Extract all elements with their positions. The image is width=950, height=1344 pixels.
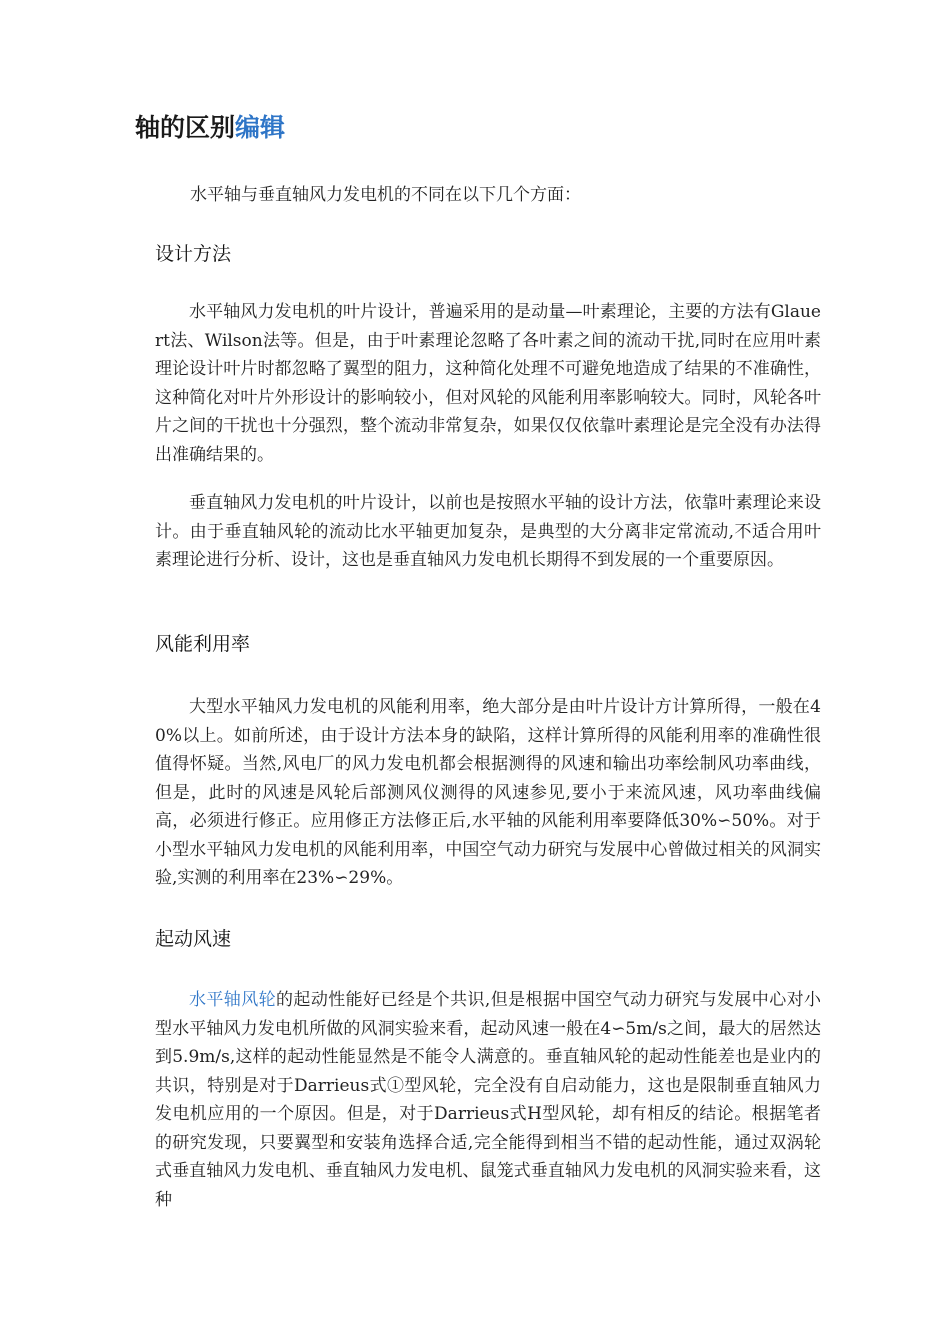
wind-energy-utilization-paragraph: 大型水平轴风力发电机的风能利用率，绝大部分是由叶片设计方计算所得，一般在40%以上。如前所述，由于设计方法本身的缺陷，这样计算所得的风能利用率的准确性很值得怀疑。当然,风电厂的风力发电机都会根据测得的风速和输出功率绘制风功率曲线，但是，此时的风速是风轮后部测风仪测得的风速参见,要小于来流风速，风功率曲线偏高，必须进行修正。应用修正方法修正后,水平轴的风能利用率要降低30%∽50%。对于小型水平轴风力发电机的风能利用率，中国空气动力研究与发展中心曾做过相关的风洞实验,实测的利用率在23%∽29%。: [155, 697, 821, 888]
startup-wind-speed-paragraph: [155, 986, 821, 1214]
title-text: 轴的区别: [135, 113, 236, 142]
section-heading-design-method: 设计方法: [155, 243, 232, 265]
section-heading-wind-energy-utilization: 风能利用率: [155, 633, 251, 655]
design-method-paragraph-2: 垂直轴风力发电机的叶片设计，以前也是按照水平轴的设计方法，依靠叶素理论来设计。由于垂直轴风轮的流动比水平轴更加复杂，是典型的大分离非定常流动,不适合用叶素理论进行分析、设计，这也是垂直轴风力发电机长期得不到发展的一个重要原因。: [155, 493, 821, 570]
design-method-paragraph-1: 水平轴风力发电机的叶片设计，普遍采用的是动量—叶素理论，主要的方法有Glauert法、Wilson法等。但是，由于叶素理论忽略了各叶素之间的流动干扰,同时在应用叶素理论设计叶片时都忽略了翼型的阻力，这种简化处理不可避免地造成了结果的不准确性，这种简化对叶片外形设计的影响较小，但对风轮的风能利用率影响较大。同时，风轮各叶片之间的干扰也十分强烈，整个流动非常复杂，如果仅仅依靠叶素理论是完全没有办法得出准确结果的。: [155, 302, 821, 465]
page-title: [135, 111, 285, 145]
intro-text: 水平轴与垂直轴风力发电机的不同在以下几个方面：: [190, 185, 581, 205]
horizontal-axis-rotor-link[interactable]: 水平轴风轮: [189, 990, 277, 1010]
section-heading-startup-wind-speed: 起动风速: [155, 928, 232, 950]
edit-link[interactable]: 编辑: [235, 113, 286, 142]
startup-wind-speed-text: 的起动性能好已经是个共识,但是根据中国空气动力研究与发展中心对小型水平轴风力发电机所做的风洞实验来看，起动风速一般在4∽5m/s之间，最大的居然达到5.9m/s,这样的起动性能显然是不能令人满意的。垂直轴风轮的起动性能差也是业内的共识，特别是对于Darrieus式①型风轮，完全没有自启动能力，这也是限制垂直轴风力发电机应用的一个原因。但是，对于Darrieus式H型风轮，却有相反的结论。根据笔者的研究发现，只要翼型和安装角选择合适,完全能得到相当不错的起动性能，通过双涡轮式垂直轴风力发电机、垂直轴风力发电机、鼠笼式垂直轴风力发电机的风洞实验来看，这种: [155, 990, 822, 1210]
